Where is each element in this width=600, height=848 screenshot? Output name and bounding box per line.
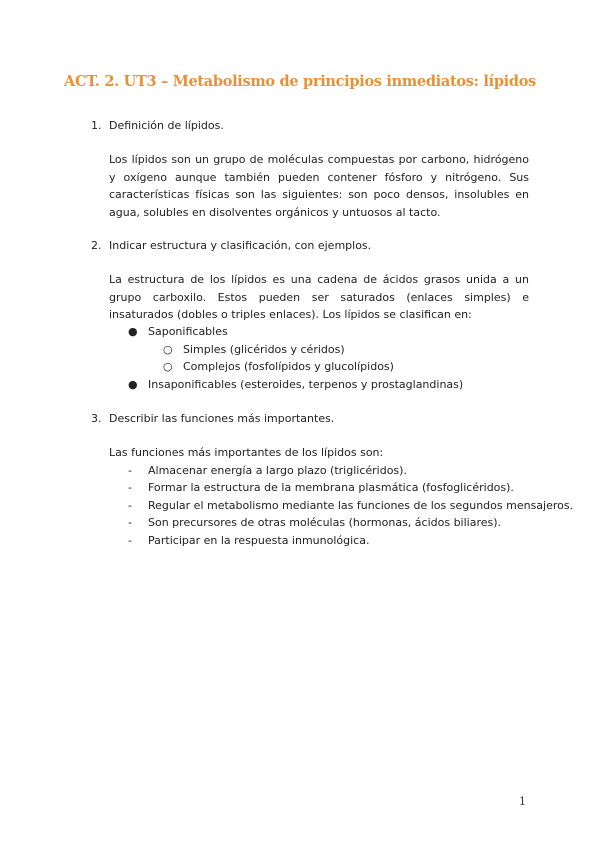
section-1-number: 1.: [91, 119, 102, 132]
section-2-paragraph: La estructura de los lípidos es una cadena de ácidos grasos unida a un grupo carboxilo. Estos pueden ser saturados (enlaces simples) e insaturados (dobles o triples enlaces). Los lípidos se clasifican en:: [109, 273, 529, 321]
section-3-intro: Las funciones más importantes de los lípidos son:: [109, 446, 384, 459]
section-2-number: 2.: [91, 239, 102, 252]
section-1-paragraph: Los lípidos son un grupo de moléculas compuestas por carbono, hidrógeno y oxígeno aunque también pueden contener fósforo y nitrógeno. Sus características físicas son las siguientes: son poco densos, insolubles en agua, solubles en disolventes orgánicos y untuosos al tacto.: [109, 153, 529, 219]
list-item-label: Almacenar energía a largo plazo (triglicéridos).: [148, 464, 407, 477]
list-item-label: Son precursores de otras moléculas (hormonas, ácidos biliares).: [148, 516, 502, 529]
section-1-heading-text: Definición de lípidos.: [109, 119, 224, 132]
list-item: [128, 462, 407, 479]
dash-icon: -: [128, 464, 132, 477]
list-item: [163, 358, 394, 375]
list-item-label: Participar en la respuesta inmunológica.: [148, 534, 370, 547]
document-title: ACT. 2. UT3 – Metabolismo de principios inmediatos: lípidos: [64, 73, 536, 90]
list-item: [128, 479, 514, 496]
list-item-label: Regular el metabolismo mediante las funciones de los segundos mensajeros.: [148, 499, 574, 512]
section-3-heading-text: Describir las funciones más importantes.: [109, 412, 335, 425]
list-item: [128, 514, 501, 531]
list-item-label: Insaponificables (esteroides, terpenos y prostaglandinas): [148, 378, 464, 391]
dash-icon: -: [128, 499, 132, 512]
bullet-icon: ●: [128, 378, 138, 391]
section-2-heading: [91, 237, 371, 254]
list-item: [163, 341, 345, 358]
section-3-heading: [91, 410, 334, 427]
sub-bullet-icon: ○: [163, 360, 173, 373]
section-2-heading-text: Indicar estructura y clasificación, con ejemplos.: [109, 239, 372, 252]
list-item-label: Formar la estructura de la membrana plasmática (fosfoglicéridos).: [148, 481, 514, 494]
list-item: [128, 376, 463, 393]
list-item: [128, 532, 369, 549]
list-item: [128, 323, 228, 340]
page-number: 1: [519, 795, 526, 808]
section-1-heading: [91, 117, 224, 134]
sub-bullet-icon: ○: [163, 343, 173, 356]
list-item-label: Complejos (fosfolípidos y glucolípidos): [183, 360, 394, 373]
dash-icon: -: [128, 534, 132, 547]
dash-icon: -: [128, 516, 132, 529]
list-item-label: Simples (glicéridos y céridos): [183, 343, 345, 356]
bullet-icon: ●: [128, 325, 138, 338]
section-3-number: 3.: [91, 412, 102, 425]
list-item: [128, 497, 573, 514]
list-item-label: Saponificables: [148, 325, 228, 338]
dash-icon: -: [128, 481, 132, 494]
